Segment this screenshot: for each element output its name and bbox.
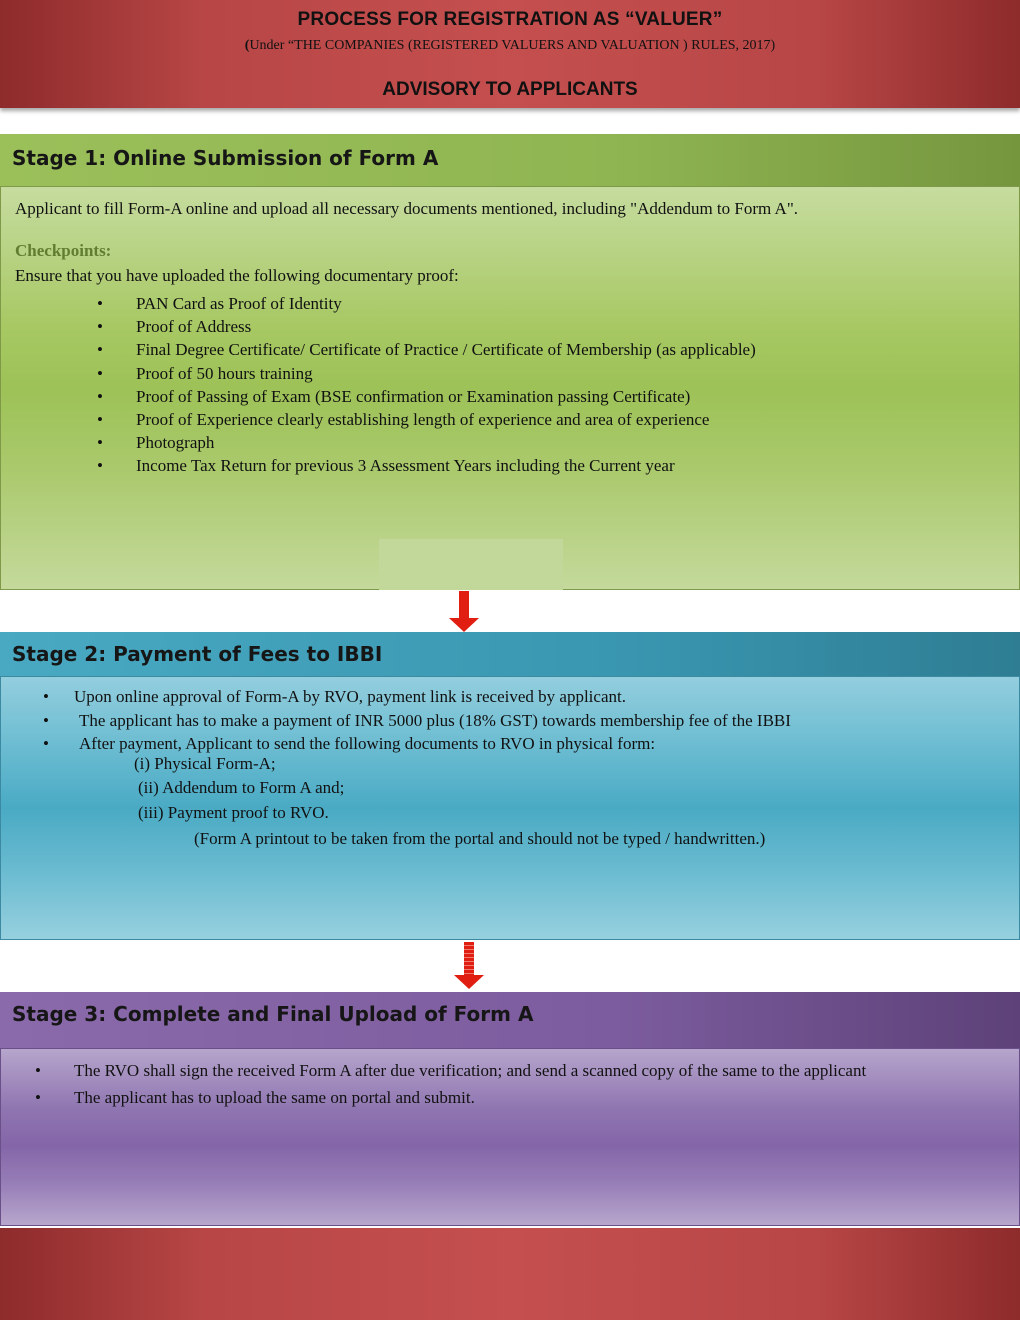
list-item (97, 362, 756, 385)
bullet-icon: • (97, 340, 103, 360)
list-item-text: Income Tax Return for previous 3 Assessment Years including the Current year (136, 456, 675, 476)
list-item (43, 732, 791, 756)
list-item (97, 385, 756, 408)
bullet-icon: • (35, 1061, 41, 1080)
bullet-icon: • (97, 294, 103, 313)
list-item (43, 709, 791, 733)
list-item-text: Proof of Experience clearly establishing length of experience and area of experience (136, 409, 710, 429)
list-item-text: Proof of 50 hours training (136, 363, 313, 383)
sub-item: (i) Physical Form-A; (134, 754, 276, 773)
list-item-text: The RVO shall sign the received Form A after due verification; and send a scanned copy of the same to the applicant (74, 1061, 867, 1080)
stage2-header: Stage 2: Payment of Fees to IBBI (0, 632, 1020, 676)
list-item (35, 1057, 955, 1084)
bullet-icon: • (43, 710, 49, 730)
advisory-heading: ADVISORY TO APPLICANTS (382, 79, 638, 100)
list-item-text: Proof of Address (136, 317, 252, 337)
list-item (97, 315, 756, 338)
list-item-text: The applicant has to make a payment of INR 5000 plus (18% GST) towards membership fee of the IBBI (79, 710, 791, 730)
document-title: PROCESS FOR REGISTRATION AS “VALUER” (297, 9, 723, 30)
stage2-body (0, 676, 1020, 940)
document-subtitle (0, 38, 1020, 54)
document-checklist (97, 292, 756, 478)
list-item (97, 292, 756, 315)
bullet-icon: • (35, 1088, 41, 1107)
bullet-icon: • (97, 363, 103, 383)
sub-item: (ii) Addendum to Form A and; (138, 778, 345, 797)
bullet-icon: • (97, 433, 103, 453)
list-item (97, 431, 756, 454)
list-item (35, 1084, 955, 1111)
arrow-down-icon (449, 591, 479, 633)
stage1-intro: Applicant to fill Form-A online and upload all necessary documents mentioned, including "Addendum to Form A". (15, 199, 799, 218)
payment-steps (43, 685, 791, 756)
list-item (97, 338, 756, 361)
upload-steps (35, 1057, 955, 1111)
list-item-text: The applicant has to upload the same on portal and submit. (74, 1088, 475, 1107)
bullet-icon: • (97, 317, 103, 337)
list-item (43, 685, 791, 709)
list-item (97, 454, 756, 477)
bottom-banner (0, 1228, 1020, 1320)
stage1-body (0, 186, 1020, 590)
subtitle-open-paren: ( (244, 38, 250, 53)
sub-item: (iii) Payment proof to RVO. (138, 803, 329, 822)
checkpoints-label: Checkpoints: (15, 241, 112, 260)
stage3-body (0, 1048, 1020, 1226)
bullet-icon: • (97, 409, 103, 429)
list-item-text: Upon online approval of Form-A by RVO, payment link is received by applicant. (74, 687, 626, 706)
stage1-header: Stage 1: Online Submission of Form A (0, 134, 1020, 186)
top-banner (0, 0, 1020, 108)
bullet-icon: • (97, 386, 103, 406)
bullet-icon: • (43, 687, 49, 706)
list-item-text: PAN Card as Proof of Identity (136, 294, 342, 313)
printout-note: (Form A printout to be taken from the portal and should not be typed / handwritten.) (194, 829, 766, 848)
bullet-icon: • (43, 734, 49, 753)
stage3-header: Stage 3: Complete and Final Upload of Form A (0, 992, 1020, 1048)
decorative-patch (379, 539, 563, 590)
arrow-down-icon (454, 942, 484, 992)
list-item-text: Final Degree Certificate/ Certificate of Practice / Certificate of Membership (as applicable) (136, 340, 756, 360)
list-item-text: Proof of Passing of Exam (BSE confirmation or Examination passing Certificate) (136, 386, 691, 406)
subtitle-text: Under “THE COMPANIES (REGISTERED VALUERS AND VALUATION ) RULES, 2017) (249, 38, 776, 53)
bullet-icon: • (97, 456, 103, 476)
list-item-text: Photograph (136, 433, 215, 453)
ensure-text: Ensure that you have uploaded the following documentary proof: (15, 266, 459, 285)
list-item-text: After payment, Applicant to send the following documents to RVO in physical form: (79, 734, 656, 753)
list-item (97, 408, 756, 431)
